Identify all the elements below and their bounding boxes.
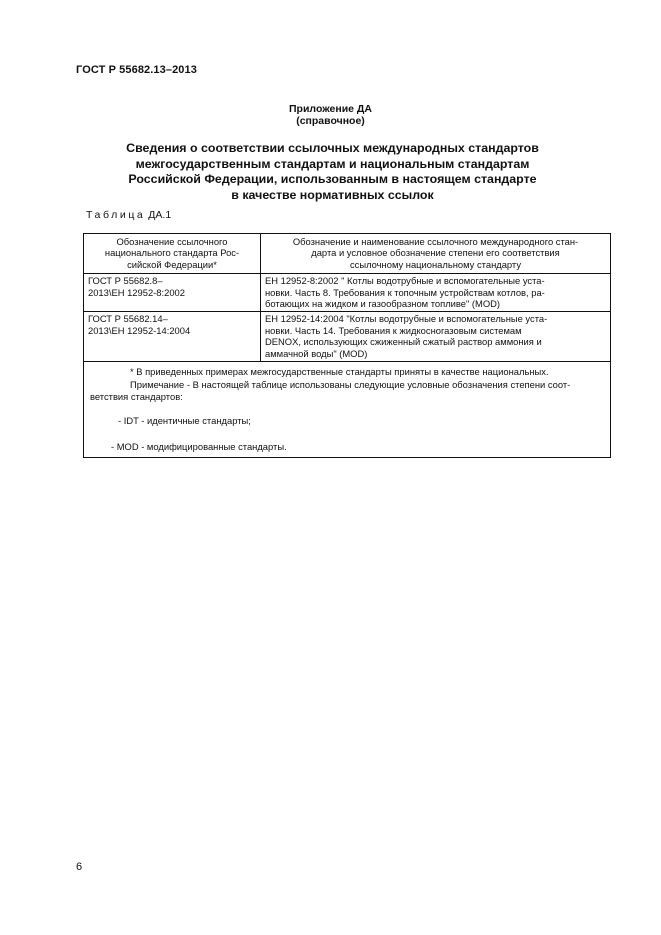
cell-line: аммачной воды" (MOD) xyxy=(265,347,368,359)
note-idt-item: - IDT - идентичные стандарты; xyxy=(118,415,251,427)
appendix-title: Приложение ДА xyxy=(289,103,372,115)
heading-line: Российской Федерации, использованным в настоящем стандарте xyxy=(128,172,537,186)
table-row xyxy=(84,274,611,312)
cell-line: Обозначение и наименование ссылочного международного стан- xyxy=(292,236,579,247)
document-code: ГОСТ Р 55682.13–2013 xyxy=(76,64,197,76)
note-text: Примечание - В настоящей таблице использованы следующие условные обозначения степени соот- xyxy=(130,379,571,391)
cell-line: новки. Часть 14. Требования к жидкосногазовым системам xyxy=(265,324,522,336)
page-number: 6 xyxy=(76,861,83,873)
reference-table xyxy=(83,233,611,458)
national-standard-cell xyxy=(84,274,261,312)
note-mod-item: - MOD - модифицированные стандарты. xyxy=(111,440,287,452)
table-caption xyxy=(86,209,171,221)
header-cell-international-standard xyxy=(261,234,611,274)
heading-line: Сведения о соответствии ссылочных международных стандартов xyxy=(126,141,539,155)
cell-line: Обозначение ссылочного xyxy=(116,236,228,247)
appendix-label xyxy=(0,103,661,127)
cell-line: ГОСТ Р 55682.8– xyxy=(88,275,163,287)
cell-line: DENOX, использующих сжиженный сжатый раствор аммония и xyxy=(265,336,542,348)
cell-line: ГОСТ Р 55682.14– xyxy=(88,313,168,325)
table-notes-cell xyxy=(84,362,611,458)
heading-line: в качестве нормативных ссылок xyxy=(231,187,434,202)
heading-line: межгосударственным стандартам и национальным стандартам xyxy=(135,156,530,171)
appendix-subtitle: (справочное) xyxy=(296,115,365,127)
cell-line: ЕН 12952-14:2004 "Котлы водотрубные и вспомогательные уста- xyxy=(265,313,548,325)
header-cell-national-standard xyxy=(84,234,261,274)
footnote: * В приведенных примерах межгосударственные стандарты приняты в качестве национальных. xyxy=(130,366,549,378)
cell-line: сийской Федерации* xyxy=(127,258,217,270)
cell-line: 2013\ЕН 12952-14:2004 xyxy=(88,324,191,336)
note-text-continued: ветствия стандартов: xyxy=(90,390,183,402)
table-caption-number: ДА.1 xyxy=(148,209,172,221)
table-header-row xyxy=(84,234,611,274)
national-standard-cell xyxy=(84,312,261,362)
cell-line: дарта и условное обозначение степени его соответствия xyxy=(311,247,560,259)
cell-line: национального стандарта Рос- xyxy=(104,247,240,259)
cell-line: 2013\ЕН 12952-8:2002 xyxy=(88,286,185,298)
table-caption-word: Таблица xyxy=(86,209,146,221)
cell-line: ЕН 12952-8:2002 " Котлы водотрубные и вспомогательные уста- xyxy=(265,275,545,287)
international-standard-cell xyxy=(261,274,611,312)
table-notes-row xyxy=(84,362,611,458)
cell-line: ссылочному национальному стандарту xyxy=(349,258,522,270)
international-standard-cell xyxy=(261,312,611,362)
cell-line: ботающих на жидком и газообразном топливе" (MOD) xyxy=(265,298,501,310)
section-heading xyxy=(80,141,585,203)
cell-line: новки. Часть 8. Требования к топочным устройствам котлов, ра- xyxy=(265,286,545,298)
table-row xyxy=(84,312,611,362)
